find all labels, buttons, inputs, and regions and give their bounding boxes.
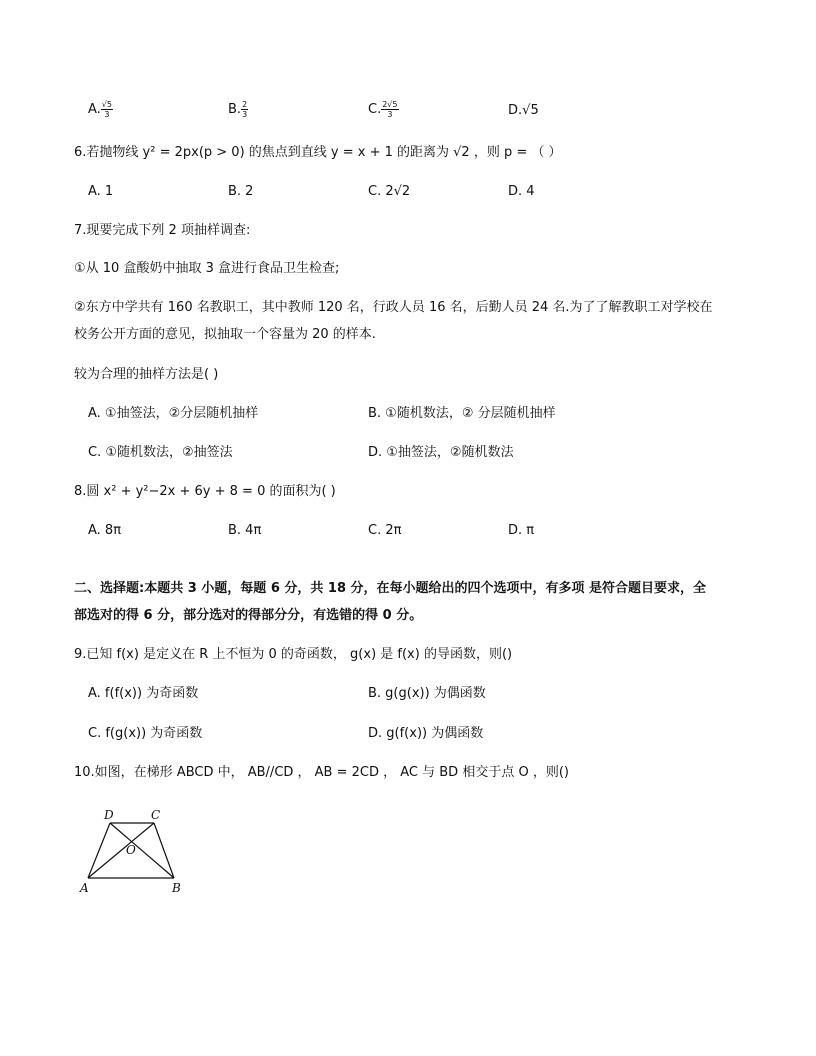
q5-option-a-denominator: 3 xyxy=(104,110,110,119)
q6-option-b: B. 2 xyxy=(228,184,254,199)
q5-option-a-fraction xyxy=(101,100,113,119)
q8-stem: 8.圆 x² + y²−2x + 6y + 8 = 0 的面积为( ) xyxy=(74,484,336,499)
q5-option-c-denominator: 3 xyxy=(387,110,393,119)
q9-option-b: B. g(g(x)) 为偶函数 xyxy=(368,686,486,701)
q5-option-a xyxy=(88,100,113,119)
q8-option-b: B. 4π xyxy=(228,523,262,538)
vertex-label-a: A xyxy=(80,881,89,895)
q5-option-a-label: A. xyxy=(88,102,101,117)
q9-stem: 9.已知 f(x) 是定义在 R 上不恒为 0 的奇函数， g(x) 是 f(x) 的导函数，则() xyxy=(74,647,513,662)
q7-option-d: D. ①抽签法，②随机数法 xyxy=(368,445,514,460)
q5-option-c-label: C. xyxy=(368,102,382,117)
q8-option-c: C. 2π xyxy=(368,523,402,538)
q5-option-d-text: √5 xyxy=(522,103,539,118)
q5-option-c-numerator: 2√5 xyxy=(382,100,398,109)
q7-option-b: B. ①随机数法，② 分层随机抽样 xyxy=(368,406,556,421)
q9-option-a: A. f(f(x)) 为奇函数 xyxy=(88,686,199,701)
q5-option-b xyxy=(228,100,248,119)
q7-item-2-line-2: 校务公开方面的意见，拟抽取一个容量为 20 的样本. xyxy=(74,327,376,342)
section-2-heading-line-2: 部选对的得 6 分，部分选对的得部分分，有选错的得 0 分。 xyxy=(74,608,423,623)
q5-option-c-fraction xyxy=(381,100,398,119)
q5-option-b-denominator: 3 xyxy=(242,110,248,119)
q5-option-b-numerator: 2 xyxy=(242,100,248,109)
point-label-o: O xyxy=(126,843,136,857)
q5-option-c xyxy=(368,100,399,119)
vertex-label-b: B xyxy=(172,881,181,895)
section-2-heading-line-1: 二、选择题:本题共 3 小题，每题 6 分，共 18 分，在每小题给出的四个选项中，有多项 是符合题目要求，全 xyxy=(74,581,707,596)
q7-stem: 7.现要完成下列 2 项抽样调查: xyxy=(74,223,251,238)
q7-item-1: ①从 10 盒酸奶中抽取 3 盒进行食品卫生检查; xyxy=(74,261,340,276)
q6-option-c: C. 2√2 xyxy=(368,184,411,199)
q5-option-d-label: D. xyxy=(508,103,523,118)
q5-option-a-numerator: √5 xyxy=(101,100,112,109)
q5-option-d xyxy=(508,102,539,120)
q8-option-a: A. 8π xyxy=(88,523,122,538)
diagonal-ac xyxy=(88,823,154,878)
q7-option-c: C. ①随机数法，②抽签法 xyxy=(88,445,233,460)
vertex-label-c: C xyxy=(151,808,161,822)
q5-option-b-fraction xyxy=(241,100,248,119)
q9-option-d: D. g(f(x)) 为偶函数 xyxy=(368,726,484,741)
q7-item-2-line-1: ②东方中学共有 160 名教职工，其中教师 120 名，行政人员 16 名，后勤人员 24 名.为了了解教职工对学校在 xyxy=(74,300,713,315)
q9-option-c: C. f(g(x)) 为奇函数 xyxy=(88,726,203,741)
q10-stem: 10.如图，在梯形 ABCD 中， AB//CD ， AB = 2CD ， AC 与 BD 相交于点 O ，则() xyxy=(74,765,569,780)
trapezoid-figure xyxy=(76,806,196,896)
q5-option-b-label: B. xyxy=(228,102,242,117)
q8-option-d: D. π xyxy=(508,523,535,538)
q7-option-a: A. ①抽签法，②分层随机抽样 xyxy=(88,406,259,421)
q6-option-a: A. 1 xyxy=(88,184,114,199)
side-ad xyxy=(88,823,110,878)
q6-option-d: D. 4 xyxy=(508,184,535,199)
vertex-label-d: D xyxy=(104,808,114,822)
q7-question: 较为合理的抽样方法是( ) xyxy=(74,367,219,382)
q6-stem: 6.若抛物线 y² = 2px(p > 0) 的焦点到直线 y = x + 1 的距离为 √2 ，则 p = （ ） xyxy=(74,145,562,160)
